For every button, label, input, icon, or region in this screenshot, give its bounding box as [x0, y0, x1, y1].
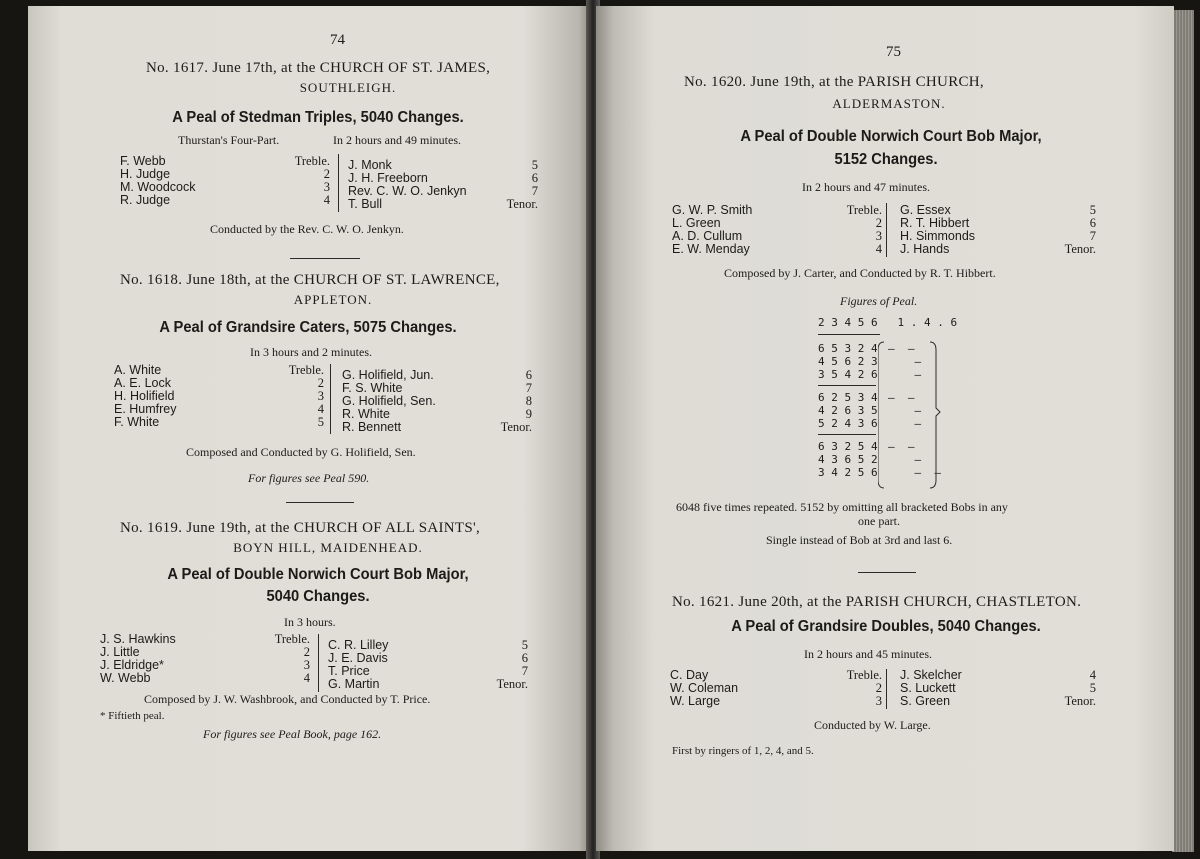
ringer-bell: 7 [525, 381, 532, 395]
ringer-bell: Treble. [846, 203, 882, 217]
peal-place: SOUTHLEIGH. [299, 80, 397, 95]
ringer-bell: 6 [521, 651, 528, 665]
figures-header: 2 3 4 5 6 1 . 4 . 6 [818, 316, 958, 329]
ringer-name: W. Coleman [670, 681, 739, 695]
peal-duration: In 2 hours and 47 minutes. [802, 180, 930, 194]
ringer-bell: 5 [531, 158, 538, 172]
ringer-bell: 5 [1089, 681, 1096, 695]
peal-duration: In 3 hours and 2 minutes. [250, 345, 372, 359]
figure-row [818, 417, 922, 430]
ringer-bell: 4 [875, 242, 882, 256]
ringer-row [120, 194, 330, 207]
figure-row [818, 342, 915, 355]
peal-title: A Peal of Grandsire Doubles, 5040 Changes. [731, 618, 1041, 635]
ringer-bell: 2 [875, 216, 882, 230]
ringer-bell: 2 [323, 167, 330, 181]
figure-row-bobs: — — [888, 342, 915, 355]
ringer-name: G. Holifield, Jun. [342, 368, 434, 382]
ringer-bell: 4 [317, 402, 324, 416]
right-page [596, 6, 1174, 851]
ringers-left [100, 633, 310, 685]
ringer-bell: 7 [531, 184, 538, 198]
figure-row-bobs: — [888, 355, 922, 368]
ringer-bell: 5 [1089, 203, 1096, 217]
ringer-name: Rev. C. W. O. Jenkyn [348, 184, 467, 198]
left-page [28, 6, 590, 851]
peal-place: ALDERMASTON. [832, 96, 946, 111]
ringer-bell: Tenor. [496, 677, 528, 691]
ringers-left [114, 364, 324, 429]
ringer-bell: 5 [521, 638, 528, 652]
peal-conductor: Composed by J. W. Washbrook, and Conducted by T. Price. [144, 692, 431, 706]
ringer-bell: 2 [875, 681, 882, 695]
ringer-bell: Tenor. [506, 197, 538, 211]
peal-duration: In 3 hours. [284, 615, 336, 629]
column-divider [886, 669, 887, 709]
figure-row-changes: 3 4 2 5 6 [818, 466, 878, 479]
footnote: First by ringers of 1, 2, 4, and 5. [672, 745, 814, 757]
peal-changes: 5152 Changes. [834, 151, 938, 168]
column-divider [886, 203, 887, 257]
ringer-name: J. H. Freeborn [348, 171, 428, 185]
ringer-name: W. Webb [100, 671, 151, 685]
figure-row-changes: 6 5 3 2 4 [818, 342, 878, 355]
figure-row-bobs: — [888, 404, 922, 417]
ringer-name: A. D. Cullum [672, 229, 743, 243]
ringer-bell: Tenor. [1064, 242, 1096, 256]
figures-group-rule [818, 434, 876, 435]
page-number: 74 [330, 32, 345, 48]
ringer-name: J. Eldridge* [100, 658, 164, 672]
ringer-name: C. Day [670, 668, 709, 682]
ringer-name: S. Green [900, 694, 951, 708]
peal-heading: No. 1621. June 20th, at the PARISH CHURCH, CHASTLETON. [672, 594, 1082, 610]
figures-reference: For figures see Peal 590. [248, 471, 370, 485]
peal-heading: No. 1617. June 17th, at the CHURCH OF ST. JAMES, [146, 60, 491, 76]
figure-row [818, 368, 922, 381]
ringer-bell: Treble. [294, 154, 330, 168]
ringer-name: H. Holifield [114, 389, 175, 403]
ringers-right [900, 669, 1096, 708]
ringer-bell: 6 [525, 368, 532, 382]
ringer-name: F. Webb [120, 154, 166, 168]
ringer-name: J. S. Hawkins [100, 632, 176, 646]
ringer-name: M. Woodcock [120, 180, 196, 194]
ringer-bell: 3 [317, 389, 324, 403]
ringer-row [900, 243, 1096, 256]
ringer-name: G. Holifield, Sen. [342, 394, 436, 408]
ringer-row [900, 695, 1096, 708]
figure-row-changes: 6 3 2 5 4 [818, 440, 878, 453]
ringer-name: S. Luckett [900, 681, 956, 695]
ringer-bell: 6 [1089, 216, 1096, 230]
peal-title: A Peal of Double Norwich Court Bob Major, [740, 128, 1042, 145]
ringer-name: R. Judge [120, 193, 171, 207]
ringer-name: R. White [342, 407, 390, 421]
ringer-name: G. W. P. Smith [672, 203, 753, 217]
figure-row-changes: 4 5 6 2 3 [818, 355, 878, 368]
ringer-name: F. White [114, 415, 160, 429]
ringer-name: J. Little [100, 645, 140, 659]
ringer-bell: 4 [323, 193, 330, 207]
ringers-right [348, 159, 538, 211]
figures-rule [818, 334, 880, 335]
peal-title: A Peal of Double Norwich Court Bob Major, [167, 566, 469, 583]
peal-conductor: Conducted by W. Large. [814, 718, 931, 732]
figure-row-changes: 3 5 4 2 6 [818, 368, 878, 381]
figures-note: Single instead of Bob at 3rd and last 6. [766, 533, 953, 547]
figures-bracket [878, 340, 958, 490]
peal-heading: No. 1618. June 18th, at the CHURCH OF ST. LAWRENCE, [120, 272, 500, 288]
ringer-row [114, 416, 324, 429]
ringers-right [900, 204, 1096, 256]
ringer-bell: 3 [323, 180, 330, 194]
figure-row-bobs: — — [888, 440, 915, 453]
column-divider [330, 364, 331, 434]
peal-title: A Peal of Grandsire Caters, 5075 Changes. [159, 319, 457, 336]
figure-row-bobs: — — [888, 391, 915, 404]
ringers-left [120, 155, 330, 207]
ringer-name: W. Large [670, 694, 721, 708]
figure-row [818, 404, 922, 417]
page-number: 75 [886, 44, 901, 60]
peal-heading: No. 1620. June 19th, at the PARISH CHURCH, [684, 74, 984, 90]
ringer-name: F. S. White [342, 381, 403, 395]
ringer-name: E. W. Menday [672, 242, 750, 256]
ringers-right [342, 369, 532, 434]
ringer-bell: 7 [1089, 229, 1096, 243]
figure-row-changes: 6 2 5 3 4 [818, 391, 878, 404]
ringers-left [672, 204, 882, 256]
ringer-bell: 3 [303, 658, 310, 672]
ringer-row [342, 421, 532, 434]
ringer-row [328, 678, 528, 691]
ringer-bell: 6 [531, 171, 538, 185]
peal-place: APPLETON. [293, 292, 373, 307]
ringer-bell: 4 [1089, 668, 1096, 682]
column-divider [318, 634, 319, 692]
ringer-bell: Treble. [274, 632, 310, 646]
peal-composition: Thurstan's Four-Part. [178, 133, 280, 147]
ringer-bell: 3 [875, 694, 882, 708]
ringer-name: J. Monk [348, 158, 392, 172]
ringer-bell: 2 [317, 376, 324, 390]
ringer-bell: Tenor. [1064, 694, 1096, 708]
ringer-bell: 5 [317, 415, 324, 429]
peal-place: BOYN HILL, MAIDENHEAD. [233, 540, 423, 555]
ringer-bell: 7 [521, 664, 528, 678]
ringer-bell: 4 [303, 671, 310, 685]
figures-title: Figures of Peal. [840, 294, 918, 308]
ringer-bell: 2 [303, 645, 310, 659]
peal-conductor: Composed and Conducted by G. Holifield, Sen. [186, 445, 416, 459]
peal-changes: 5040 Changes. [266, 588, 370, 605]
figure-row [818, 355, 922, 368]
ringer-bell: Treble. [846, 668, 882, 682]
ringer-bell: 8 [525, 394, 532, 408]
ringer-bell: 9 [525, 407, 532, 421]
ringer-name: E. Humfrey [114, 402, 177, 416]
figures-reference: For figures see Peal Book, page 162. [203, 727, 382, 741]
ringer-name: C. R. Lilley [328, 638, 389, 652]
figure-row [818, 453, 922, 466]
ringer-name: R. T. Hibbert [900, 216, 970, 230]
peal-duration: In 2 hours and 45 minutes. [804, 647, 932, 661]
figure-row-bobs: — [888, 417, 922, 430]
ringer-row [670, 695, 882, 708]
figure-row-bobs: — [888, 368, 922, 381]
figures-note: 6048 five times repeated. 5152 by omitting all bracketed Bobs in any [676, 500, 1008, 514]
ringer-bell: 3 [875, 229, 882, 243]
page-edges [1172, 10, 1194, 852]
ringer-row [672, 243, 882, 256]
ringer-name: H. Simmonds [900, 229, 976, 243]
figures-note: one part. [858, 514, 900, 528]
ringer-name: J. E. Davis [328, 651, 388, 665]
ringers-left [670, 669, 882, 708]
ringer-name: T. Bull [348, 197, 383, 211]
figures-group-rule [818, 385, 876, 386]
section-divider [858, 572, 916, 573]
figure-row [818, 440, 915, 453]
ringer-row [100, 672, 310, 685]
ringer-name: J. Skelcher [900, 668, 962, 682]
peal-duration: In 2 hours and 49 minutes. [333, 133, 461, 147]
peal-heading: No. 1619. June 19th, at the CHURCH OF ALL SAINTS', [120, 520, 481, 536]
ringer-row [348, 198, 538, 211]
figure-row-changes: 5 2 4 3 6 [818, 417, 878, 430]
figure-row-changes: 4 3 6 5 2 [818, 453, 878, 466]
ringer-name: L. Green [672, 216, 721, 230]
ringer-name: T. Price [328, 664, 370, 678]
peal-title: A Peal of Stedman Triples, 5040 Changes. [172, 109, 464, 126]
figure-row [818, 466, 941, 479]
section-divider [290, 258, 360, 259]
section-divider [286, 502, 354, 503]
figure-row-bobs: — [888, 453, 922, 466]
ringer-name: G. Essex [900, 203, 951, 217]
peal-conductor: Composed by J. Carter, and Conducted by R. T. Hibbert. [724, 266, 996, 280]
peal-conductor: Conducted by the Rev. C. W. O. Jenkyn. [210, 222, 404, 236]
figure-row [818, 391, 915, 404]
ringer-name: A. White [114, 363, 162, 377]
figure-row-bobs: — — [888, 466, 941, 479]
footnote: * Fiftieth peal. [100, 710, 165, 722]
ringer-name: G. Martin [328, 677, 380, 691]
column-divider [338, 154, 339, 212]
figure-row-changes: 4 2 6 3 5 [818, 404, 878, 417]
ringer-name: H. Judge [120, 167, 171, 181]
ringer-bell: Tenor. [500, 420, 532, 434]
ringer-bell: Treble. [288, 363, 324, 377]
ringers-right [328, 639, 528, 691]
ringer-name: J. Hands [900, 242, 950, 256]
ringer-name: A. E. Lock [114, 376, 171, 390]
ringer-name: R. Bennett [342, 420, 402, 434]
